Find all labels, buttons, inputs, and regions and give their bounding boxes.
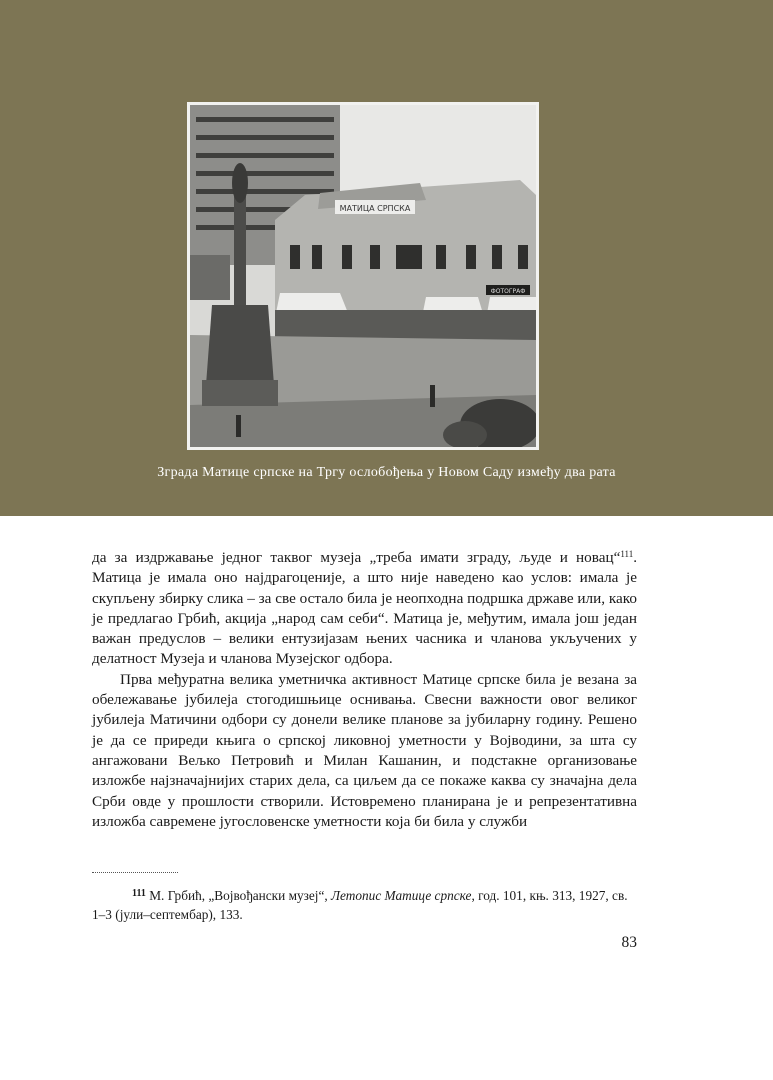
footnote-number: 111 <box>132 888 146 899</box>
footnote-text-start: М. Грбић, „Војвођански музеј“, <box>149 888 332 903</box>
page-number: 83 <box>621 934 637 951</box>
paragraph-1-end: . Матица је имала оно најдрагоценије, а што није наведено као услов: имала је скупљену збирку слика – за све остало била је неопходна подршка државе или, како је предлагао Грбић, акција „народ сам себи“. Матица је, међутим, имала још један важан предуслов – велики ентузијазам њених часника и чланова укључених у делатност Музеја и чланова Музејског одбора. <box>92 549 637 668</box>
paragraph-2: Прва међуратна велика уметничка активност Матице српске била је везана за обележавање јубилеја стогодишњице оснивања. Свесни важности овог великог јубилеја Матичини одбори су донели велике планове за јубиларну годину. Решено је да се приреди књига о српској ликовној уметности у Војводини, за шта су ангажовани Вељко Петровић и Милан Кашанин, и подстакне организовање изложбе најзначајнијих старих дела, са циљем да се покаже каква су значајна дела Срби овде у прошлости створили. Истовремено планирана је и репрезентативна изложба савремене југословенске уметности која би била у служби <box>92 670 637 830</box>
footnote-divider <box>92 872 178 873</box>
photo-illustration <box>190 105 536 447</box>
footnote <box>92 884 637 924</box>
footnote-journal-title: Летопис Матице српске <box>331 888 472 903</box>
footnote-text-end: , год. 101, књ. 313, 1927, св. 1–3 (јули–септембар), 133. <box>92 888 628 922</box>
paragraph-1 <box>92 548 637 670</box>
photo-caption: Зграда Матице српске на Тргу ослобођења у Новом Саду између два рата <box>157 465 616 480</box>
paragraph-1-start: да за издржавање једног таквог музеја „треба имати зграду, људе и новац“ <box>92 549 621 566</box>
body-text <box>92 548 637 832</box>
footnote-ref: 111 <box>620 549 634 559</box>
historical-photo <box>187 102 539 450</box>
building-sign: МАТИЦА СРПСКА <box>339 204 411 213</box>
shop-sign: ФОТОГРАФ <box>490 288 526 295</box>
